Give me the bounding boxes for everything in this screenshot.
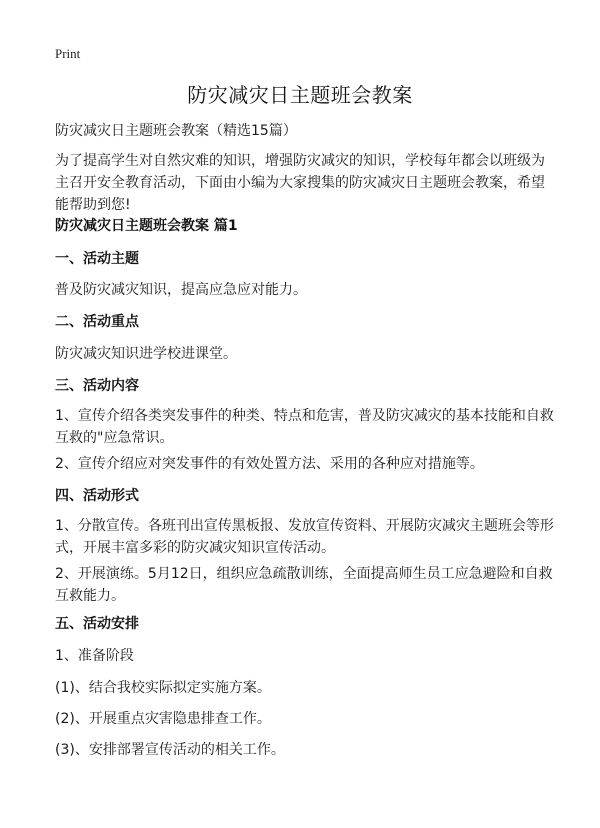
document-title: 防灾减灾日主题班会教案 xyxy=(187,83,413,107)
section-paragraph: 防灾减灾知识进学校进课堂。 xyxy=(55,346,237,362)
section-paragraph: 1、准备阶段 xyxy=(55,648,134,664)
section-heading: 三、活动内容 xyxy=(55,378,139,394)
intro-paragraph: 为了提高学生对自然灾难的知识，增强防灾减灾的知识，学校每年都会以班级为主召开安全教育活动，下面由小编为大家搜集的防灾减灾日主题班会教案，希望能帮助到您! xyxy=(55,153,545,213)
section-paragraph: 2、开展演练。5月12日，组织应急疏散训练，全面提高师生员工应急避险和自救互救能力。 xyxy=(55,566,553,604)
section-paragraph: (1)、结合我校实际拟定实施方案。 xyxy=(55,680,271,696)
section-paragraph: 1、分散宣传。各班刊出宣传黑板报、发放宣传资料、开展防灾减灾主题班会等形式，开展丰富多彩的防灾减灾知识宣传活动。 xyxy=(55,518,554,556)
section-paragraph: 普及防灾减灾知识，提高应急应对能力。 xyxy=(55,282,307,298)
section-paragraph: 2、宣传介绍应对突发事件的有效处置方法、采用的各种应对措施等。 xyxy=(55,456,484,472)
section-paragraph: (3)、安排部署宣传活动的相关工作。 xyxy=(55,742,285,758)
section-paragraph: (2)、开展重点灾害隐患排查工作。 xyxy=(55,711,271,727)
section-heading: 四、活动形式 xyxy=(55,488,139,504)
section-heading: 二、活动重点 xyxy=(55,314,139,330)
chapter-heading: 防灾减灾日主题班会教案 篇1 xyxy=(55,218,238,234)
section-heading: 五、活动安排 xyxy=(55,616,139,632)
print-label: Print xyxy=(55,46,81,61)
document-subtitle: 防灾减灾日主题班会教案（精选15篇） xyxy=(55,123,297,139)
section-paragraph: 1、宣传介绍各类突发事件的种类、特点和危害，普及防灾减灾的基本技能和自救互救的"应急常识。 xyxy=(55,408,554,446)
section-heading: 一、活动主题 xyxy=(55,251,139,267)
